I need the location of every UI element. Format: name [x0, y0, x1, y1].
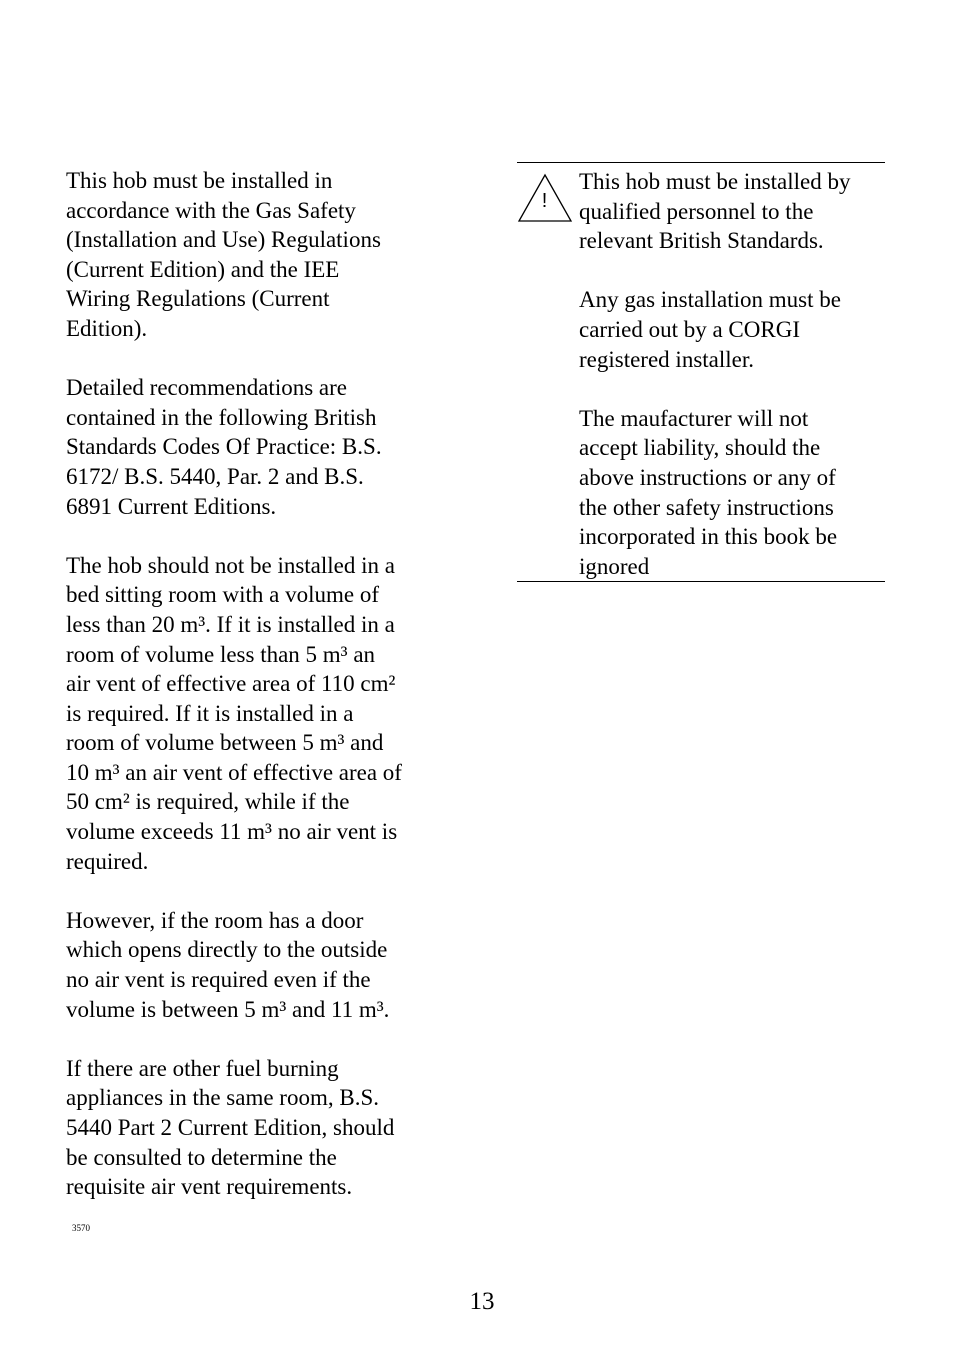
- gas-safety-regulations-paragraph: This hob must be installed in accordance with the Gas Safety (Installation and Use) Regulations (Current Edition) and the IEE Wiring Regulations (Current Edition).: [66, 168, 381, 341]
- corgi-installer-warning: Any gas installation must be carried out by a CORGI registered installer.: [579, 287, 841, 372]
- outside-door-exception-paragraph: However, if the room has a door which opens directly to the outside no air vent is required even if the volume is between 5 m³ and 11 m³.: [66, 907, 390, 1022]
- page-number: 13: [469, 1288, 495, 1315]
- other-appliances-paragraph: If there are other fuel burning appliances in the same room, B.S. 5440 Part 2 Current Edition, should be consulted to determine the requisite air vent requirements.: [66, 1055, 395, 1200]
- warning-text: [579, 167, 885, 581]
- document-reference-code: 3570: [72, 1223, 90, 1233]
- room-volume-air-vent-paragraph: The hob should not be installed in a bed sitting room with a volume of less than 20 m³. If it is installed in a room of volume less than 5 m³ an air vent of effective area of 110 cm² is required. If it is installed in a room of volume between 5 m³ and 10 m³ an air vent of effective area of 50 cm² is required, while if the volume exceeds 11 m³ no air vent is required.: [66, 552, 402, 874]
- warning-exclamation-mark: !: [541, 190, 548, 212]
- liability-disclaimer: The maufacturer will not accept liability, should the above instructions or any of the other safety instructions incorporated in this book be ignored: [579, 405, 838, 579]
- qualified-personnel-warning: This hob must be installed by qualified personnel to the relevant British Standards.: [579, 169, 851, 254]
- installation-requirements-column: [66, 166, 446, 1231]
- safety-warning-box: [517, 162, 885, 582]
- warning-triangle-icon: [517, 173, 573, 223]
- british-standards-paragraph: Detailed recommendations are contained in the following British Standards Codes Of Practice: B.S. 6172/ B.S. 5440, Par. 2 and B.S. 6891 Current Editions.: [66, 375, 382, 519]
